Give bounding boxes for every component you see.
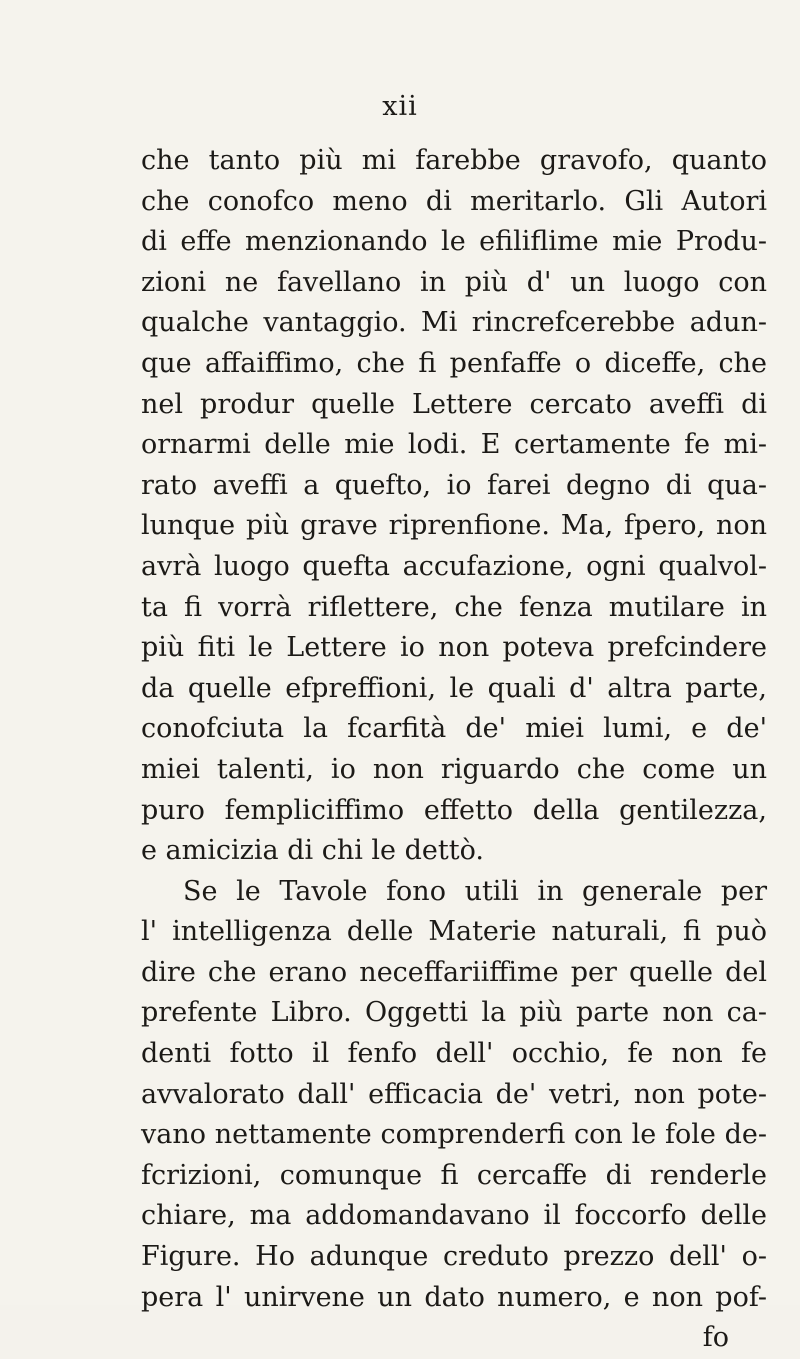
text-line: que affaiffimo, che fi penfaffe o diceffe, che — [141, 347, 767, 379]
text-line: chiare, ma addomandavano il foccorfo delle — [141, 1200, 767, 1232]
text-line: avvalorato dall' efficacia de' vetri, non pote- — [141, 1078, 767, 1110]
text-line: e amicizia di chi le dettò. — [141, 835, 484, 867]
page-number: xii — [382, 91, 418, 122]
text-line: conofciuta la fcarfità de' miei lumi, e de' — [141, 713, 767, 745]
text-line: fcrizioni, comunque fi cercaffe di renderle — [141, 1159, 767, 1191]
text-line: Figure. Ho adunque creduto prezzo dell' o- — [141, 1241, 767, 1273]
text-line: rato aveffi a quefto, io farei degno di qua- — [141, 469, 767, 501]
text-line: ta fi vorrà riflettere, che fenza mutilare in — [141, 591, 767, 623]
text-line: puro fempliciffimo effetto della gentilezza, — [141, 794, 767, 826]
text-line: che tanto più mi farebbe gravofo, quanto — [141, 145, 767, 176]
text-line: che conofco meno di meritarlo. Gli Autori — [141, 185, 767, 217]
catchword: fo — [702, 1322, 729, 1354]
text-line: nel produr quelle Lettere cercato aveffi di — [141, 388, 767, 420]
text-line: da quelle efpreffioni, le quali d' altra parte, — [141, 672, 767, 704]
text-line: vano nettamente comprenderfi con le fole de- — [141, 1119, 767, 1151]
text-line: prefente Libro. Oggetti la più parte non ca- — [141, 997, 767, 1029]
text-line: più fiti le Lettere io non poteva prefcindere — [141, 632, 767, 664]
text-line: pera l' unirvene un dato numero, e non pof- — [141, 1281, 767, 1313]
body-text — [141, 141, 767, 1359]
text-line: lunque più grave riprenfione. Ma, fpero, non — [141, 510, 767, 542]
text-line: zioni ne favellano in più d' un luogo con — [141, 266, 767, 298]
text-line: denti fotto il fenfo dell' occhio, fe non fe — [141, 1038, 767, 1070]
text-line: di effe menzionando le efiliflime mie Produ- — [141, 226, 767, 258]
text-line: ornarmi delle mie lodi. E certamente fe mi- — [141, 429, 767, 461]
text-line: dire che erano neceffariiffime per quelle del — [141, 956, 767, 988]
text-line: Se le Tavole fono utili in generale per — [183, 875, 767, 907]
text-line: l' intelligenza delle Materie naturali, fi può — [141, 916, 767, 948]
text-line: miei talenti, io non riguardo che come un — [141, 753, 767, 785]
text-line: qualche vantaggio. Mi rincrefcerebbe adun- — [141, 307, 767, 339]
text-line: avrà luogo quefta accufazione, ogni qualvol- — [141, 550, 767, 582]
